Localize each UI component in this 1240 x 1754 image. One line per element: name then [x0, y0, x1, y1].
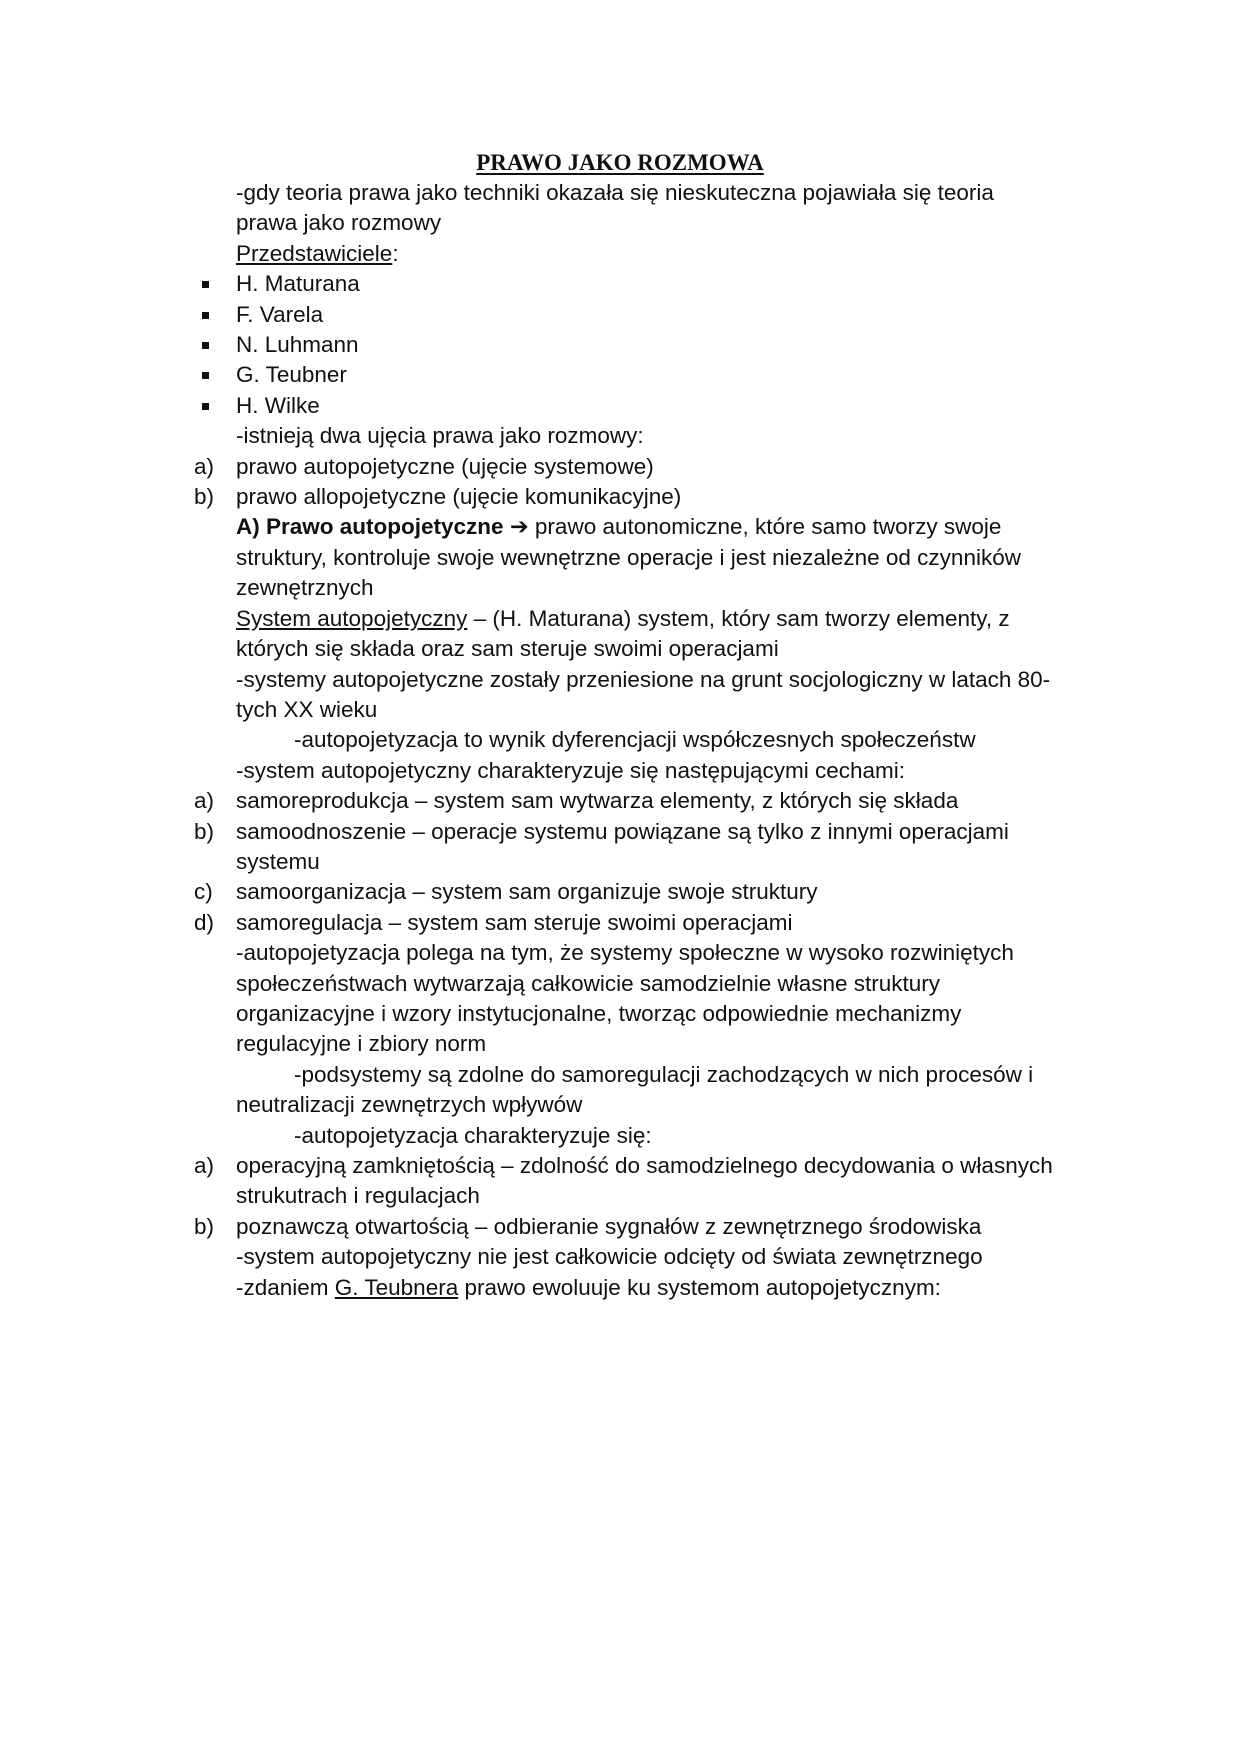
list-marker: b) [194, 818, 215, 844]
bullet-square-icon [202, 372, 209, 379]
characteristic-text-cont: strukutrach i regulacjach [236, 1183, 480, 1209]
page-title: PRAWO JAKO ROZMOWA [476, 150, 764, 175]
representatives-colon: : [392, 240, 399, 266]
representative-item [236, 330, 1064, 360]
autopoietic-law-line: zewnętrznych [236, 575, 374, 601]
feature-item [194, 877, 1064, 907]
not-cut-off-note: -system autopojetyczny nie jest całkowicie odcięty od świata zewnętrznego [236, 1244, 983, 1270]
list-marker: a) [194, 453, 215, 479]
subsystems-line-cont: neutralizacji zewnętrzych wpływów [236, 1092, 583, 1118]
feature-text: samoorganizacja – system sam organizuje swoje struktury [236, 879, 818, 905]
feature-text: samoodnoszenie – operacje systemu powiązane są tylko z innymi operacjami [236, 818, 1009, 844]
system-term: System autopojetyczny [236, 605, 468, 631]
intro-line-2: prawa jako rozmowy [236, 210, 442, 236]
two-views-intro: -istnieją dwa ujęcia prawa jako rozmowy: [236, 423, 644, 449]
teubner-name: G. Teubnera [334, 1274, 459, 1300]
autopoietization-line: regulacyjne i zbiory norm [236, 1031, 487, 1057]
representatives-label: Przedstawiciele [236, 240, 393, 266]
representative-item [236, 391, 1064, 421]
autopoietization-line: organizacyjne i wzory instytucjonalne, tworząc odpowiednie mechanizmy [236, 1000, 962, 1026]
representative-item [236, 269, 1064, 299]
characteristics-intro: -autopojetyzacja charakteryzuje się: [294, 1122, 652, 1148]
teubner-after: prawo ewoluuje ku systemom autopojetycznym: [458, 1274, 941, 1300]
feature-item [194, 786, 1064, 816]
bullet-square-icon [202, 342, 209, 349]
intro-line-1: -gdy teoria prawa jako techniki okazała się nieskuteczna pojawiała się teoria [236, 180, 994, 205]
teubner-before: -zdaniem [236, 1274, 335, 1300]
representative-item [236, 360, 1064, 390]
representative-name: G. Teubner [236, 362, 347, 388]
representative-item [236, 300, 1064, 330]
characteristic-text: operacyjną zamkniętością – zdolność do samodzielnego decydowania o własnych [236, 1153, 1053, 1178]
teubner-note [236, 1273, 1064, 1303]
sociology-note-line: tych XX wieku [236, 696, 378, 722]
bullet-square-icon [202, 281, 209, 288]
feature-text: samoregulacja – system sam steruje swoimi operacjami [236, 909, 793, 935]
view-item [194, 452, 1064, 482]
characteristic-item [194, 1151, 1064, 1181]
autopoietic-law-definition: prawo autonomiczne, które samo tworzy swoje [528, 514, 1002, 540]
list-marker: b) [194, 1213, 215, 1239]
autopoietization-line: -autopojetyzacja polega na tym, że systemy społeczne w wysoko rozwiniętych [236, 940, 1014, 966]
bullet-square-icon [202, 403, 209, 410]
autopoietization-line: społeczeństwach wytwarzają całkowicie samodzielnie własne struktury [236, 970, 941, 996]
view-item [194, 482, 1064, 512]
list-marker: a) [194, 1153, 215, 1178]
representative-name: F. Varela [236, 301, 324, 327]
characteristic-text: poznawczą otwartością – odbieranie sygnałów z zewnętrznego środowiska [236, 1213, 982, 1239]
list-marker: d) [194, 909, 215, 935]
representative-name: H. Wilke [236, 392, 320, 418]
representative-name: H. Maturana [236, 271, 360, 297]
list-marker: b) [194, 484, 215, 510]
feature-item [194, 817, 1064, 847]
view-text: prawo autopojetyczne (ujęcie systemowe) [236, 453, 654, 479]
representatives-heading [236, 239, 1064, 269]
autopoietic-law-title: A) Prawo autopojetyczne [236, 514, 504, 540]
system-definition-text: – (H. Maturana) system, który sam tworzy elementy, z [467, 605, 1010, 631]
system-definition [236, 604, 1064, 634]
view-text: prawo allopojetyczne (ujęcie komunikacyjne) [236, 484, 682, 510]
characteristic-item [194, 1212, 1064, 1242]
feature-text: samoreprodukcja – system sam wytwarza elementy, z których się składa [236, 788, 959, 814]
feature-text-cont: systemu [236, 848, 320, 874]
representative-name: N. Luhmann [236, 332, 359, 358]
subsystems-line: -podsystemy są zdolne do samoregulacji zachodzących w nich procesów i [294, 1061, 1034, 1087]
system-definition-cont: których się składa oraz sam steruje swoimi operacjami [236, 636, 779, 662]
bullet-square-icon [202, 312, 209, 319]
list-marker: c) [194, 879, 213, 905]
sociology-note-line: -systemy autopojetyczne zostały przeniesione na grunt socjologiczny w latach 80- [236, 666, 1051, 692]
autopoietic-law-heading [236, 512, 1064, 542]
features-intro: -system autopojetyczny charakteryzuje się następującymi cechami: [236, 757, 906, 783]
autopoietic-law-line: struktury, kontroluje swoje wewnętrzne operacje i jest niezależne od czynników [236, 544, 1021, 570]
list-marker: a) [194, 788, 215, 814]
feature-item [194, 908, 1064, 938]
differentiation-note: -autopojetyzacja to wynik dyferencjacji współczesnych społeczeństw [294, 727, 976, 753]
arrow-right-icon: ➔ [509, 514, 529, 540]
document-body [194, 178, 1064, 1303]
